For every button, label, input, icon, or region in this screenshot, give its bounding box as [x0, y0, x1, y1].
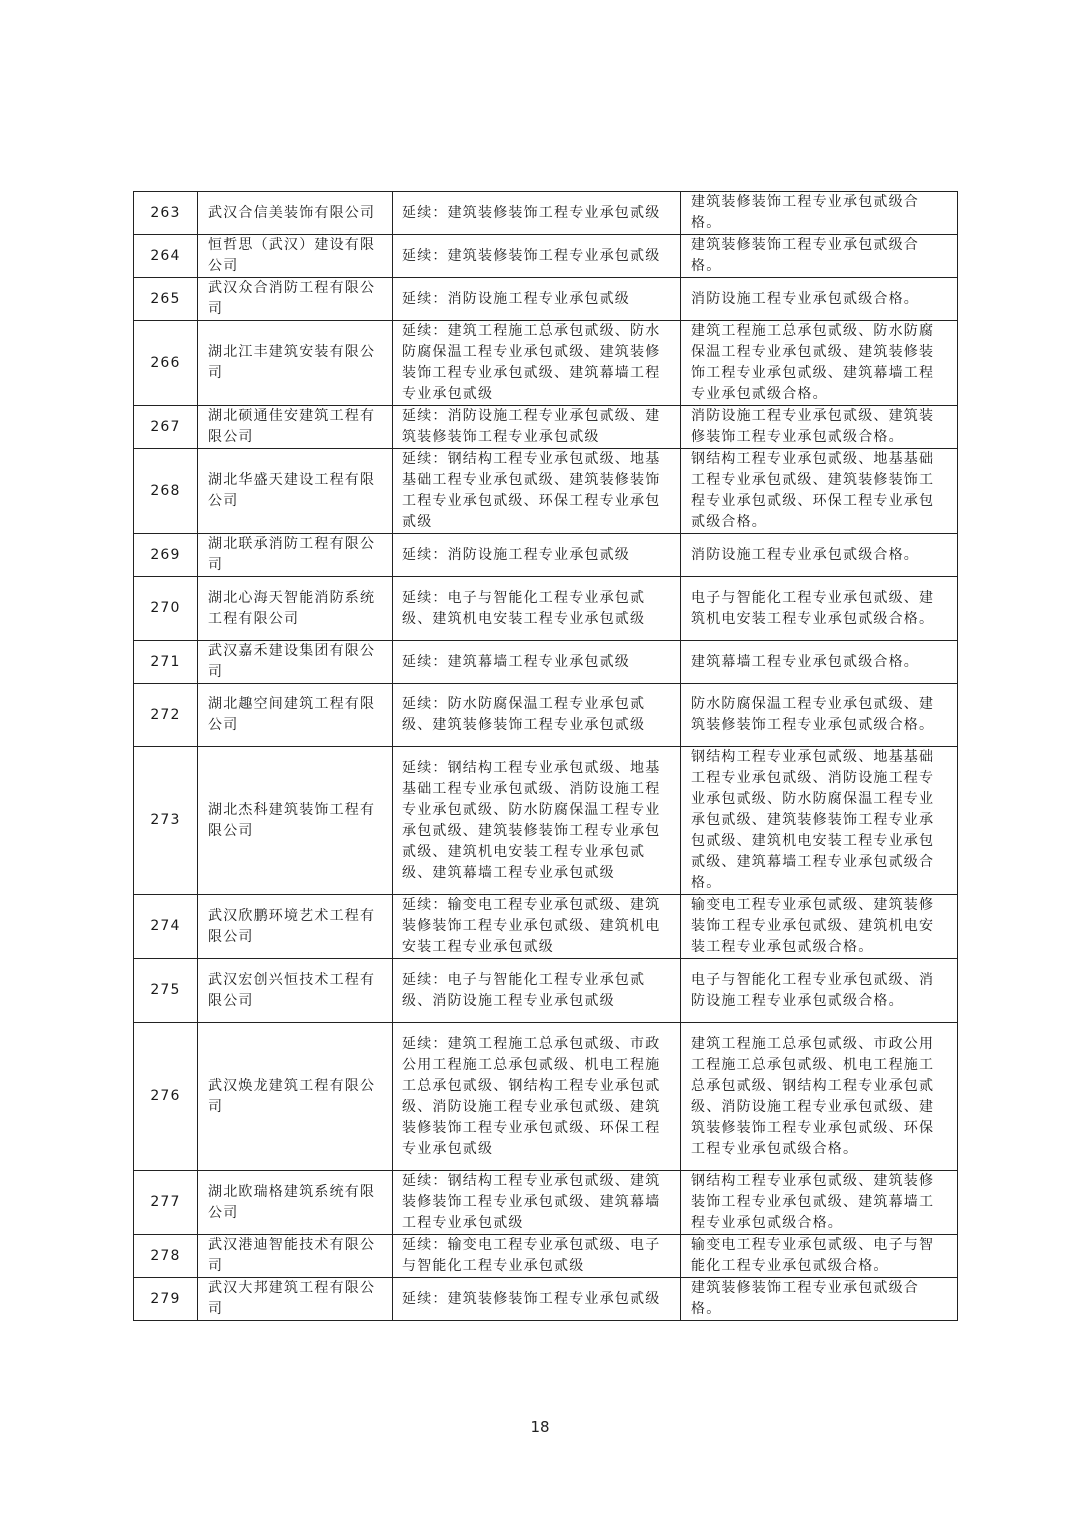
row-number-cell — [134, 321, 198, 406]
company-name-cell — [198, 278, 393, 321]
table-row — [134, 1023, 958, 1171]
review-result: 建筑装修装饰工程专业承包贰级合格。 — [691, 237, 919, 274]
review-result: 建筑工程施工总承包贰级、市政公用工程施工总承包贰级、机电工程施工总承包贰级、钢结构工程专业承包贰级、消防设施工程专业承包贰级、建筑装修装饰工程专业承包贰级、环保工程专业承包贰级合格。 — [691, 1035, 935, 1157]
review-result: 输变电工程专业承包贰级、建筑装修装饰工程专业承包贰级、建筑机电安装工程专业承包贰级合格。 — [691, 897, 935, 955]
row-number: 263 — [150, 204, 181, 221]
review-result: 建筑装修装饰工程专业承包贰级合格。 — [691, 194, 919, 231]
row-number-cell — [134, 577, 198, 641]
row-number: 272 — [150, 706, 181, 723]
application-scope-cell — [393, 1278, 681, 1321]
row-number-cell — [134, 534, 198, 577]
application-scope-cell — [393, 235, 681, 278]
company-name: 湖北江丰建筑安装有限公司 — [208, 344, 376, 381]
application-scope-cell — [393, 959, 681, 1023]
row-number-cell — [134, 1171, 198, 1235]
page-number: 18 — [530, 1418, 550, 1436]
company-name: 恒哲思（武汉）建设有限公司 — [208, 237, 376, 274]
company-name-cell — [198, 959, 393, 1023]
company-name-cell — [198, 1171, 393, 1235]
row-number: 275 — [150, 982, 181, 998]
review-result-cell — [681, 641, 958, 684]
company-name: 湖北硕通佳安建筑工程有限公司 — [208, 408, 376, 445]
table-row — [134, 449, 958, 534]
review-result-cell — [681, 1235, 958, 1278]
application-scope-cell — [393, 1235, 681, 1278]
table-body — [134, 192, 958, 1321]
row-number: 270 — [150, 600, 181, 616]
review-result: 电子与智能化工程专业承包贰级、消防设施工程专业承包贰级合格。 — [691, 971, 935, 1009]
row-number: 273 — [150, 812, 181, 828]
company-name: 湖北趣空间建筑工程有限公司 — [208, 696, 376, 733]
application-scope-cell — [393, 684, 681, 747]
table-row — [134, 577, 958, 641]
row-number: 276 — [150, 1088, 181, 1104]
qualification-table — [133, 191, 958, 1321]
application-scope: 延续：电子与智能化工程专业承包贰级、建筑机电安装工程专业承包贰级 — [402, 589, 646, 627]
company-name-cell — [198, 534, 393, 577]
row-number-cell — [134, 1278, 198, 1321]
company-name-cell — [198, 1278, 393, 1321]
row-number: 267 — [150, 418, 181, 435]
company-name: 武汉众合消防工程有限公司 — [208, 280, 376, 317]
review-result-cell — [681, 278, 958, 321]
company-name: 湖北杰科建筑装饰工程有限公司 — [208, 801, 376, 839]
review-result-cell — [681, 449, 958, 534]
row-number-cell — [134, 641, 198, 684]
review-result-cell — [681, 1171, 958, 1235]
company-name: 武汉宏创兴恒技术工程有限公司 — [208, 971, 376, 1009]
row-number-cell — [134, 895, 198, 959]
row-number-cell — [134, 449, 198, 534]
table-row — [134, 192, 958, 235]
table-row — [134, 278, 958, 321]
review-result: 输变电工程专业承包贰级、电子与智能化工程专业承包贰级合格。 — [691, 1237, 935, 1274]
company-name: 湖北心海天智能消防系统工程有限公司 — [208, 589, 376, 627]
application-scope-cell — [393, 1171, 681, 1235]
row-number: 268 — [150, 482, 181, 499]
company-name-cell — [198, 235, 393, 278]
review-result: 建筑幕墙工程专业承包贰级合格。 — [691, 653, 919, 670]
application-scope-cell — [393, 895, 681, 959]
application-scope-cell — [393, 192, 681, 235]
company-name: 湖北联承消防工程有限公司 — [208, 536, 376, 573]
row-number-cell — [134, 192, 198, 235]
company-name: 武汉焕龙建筑工程有限公司 — [208, 1077, 376, 1115]
company-name-cell — [198, 577, 393, 641]
row-number-cell — [134, 406, 198, 449]
review-result: 消防设施工程专业承包贰级、建筑装修装饰工程专业承包贰级合格。 — [691, 408, 935, 445]
table-row — [134, 534, 958, 577]
table-row — [134, 1171, 958, 1235]
company-name-cell — [198, 684, 393, 747]
review-result-cell — [681, 1278, 958, 1321]
company-name-cell — [198, 406, 393, 449]
row-number: 274 — [150, 918, 181, 934]
application-scope: 延续：钢结构工程专业承包贰级、地基基础工程专业承包贰级、消防设施工程专业承包贰级、防水防腐保温工程专业承包贰级、建筑装修装饰工程专业承包贰级、建筑机电安装工程专业承包贰级、建筑幕墙工程专业承包贰级 — [402, 759, 661, 881]
company-name: 武汉大邦建筑工程有限公司 — [208, 1280, 376, 1317]
review-result: 电子与智能化工程专业承包贰级、建筑机电安装工程专业承包贰级合格。 — [691, 589, 935, 627]
company-name-cell — [198, 192, 393, 235]
application-scope: 延续：建筑工程施工总承包贰级、防水防腐保温工程专业承包贰级、建筑装修装饰工程专业承包贰级、建筑幕墙工程专业承包贰级 — [402, 323, 661, 402]
row-number-cell — [134, 235, 198, 278]
company-name: 湖北华盛天建设工程有限公司 — [208, 472, 376, 509]
company-name-cell — [198, 1235, 393, 1278]
application-scope: 延续：输变电工程专业承包贰级、电子与智能化工程专业承包贰级 — [402, 1237, 661, 1274]
row-number-cell — [134, 1235, 198, 1278]
review-result-cell — [681, 1023, 958, 1171]
review-result-cell — [681, 895, 958, 959]
application-scope-cell — [393, 449, 681, 534]
review-result-cell — [681, 577, 958, 641]
application-scope-cell — [393, 641, 681, 684]
application-scope: 延续：消防设施工程专业承包贰级 — [402, 290, 630, 307]
application-scope: 延续：防水防腐保温工程专业承包贰级、建筑装修装饰工程专业承包贰级 — [402, 696, 646, 733]
review-result: 钢结构工程专业承包贰级、地基基础工程专业承包贰级、建筑装修装饰工程专业承包贰级、环保工程专业承包贰级合格。 — [691, 451, 935, 530]
company-name-cell — [198, 321, 393, 406]
table-row — [134, 684, 958, 747]
row-number: 265 — [150, 290, 181, 307]
application-scope-cell — [393, 577, 681, 641]
review-result-cell — [681, 534, 958, 577]
row-number: 269 — [150, 546, 181, 563]
company-name: 湖北欧瑞格建筑系统有限公司 — [208, 1183, 376, 1221]
application-scope: 延续：钢结构工程专业承包贰级、建筑装修装饰工程专业承包贰级、建筑幕墙工程专业承包贰级 — [402, 1173, 661, 1231]
application-scope: 延续：建筑装修装饰工程专业承包贰级 — [402, 247, 661, 264]
company-name-cell — [198, 641, 393, 684]
review-result-cell — [681, 321, 958, 406]
application-scope-cell — [393, 1023, 681, 1171]
row-number: 271 — [150, 653, 181, 670]
application-scope: 延续：建筑装修装饰工程专业承包贰级 — [402, 1290, 661, 1307]
row-number: 278 — [150, 1247, 181, 1264]
table-row — [134, 641, 958, 684]
row-number-cell — [134, 747, 198, 895]
company-name-cell — [198, 895, 393, 959]
company-name-cell — [198, 449, 393, 534]
review-result-cell — [681, 747, 958, 895]
row-number-cell — [134, 959, 198, 1023]
application-scope-cell — [393, 278, 681, 321]
application-scope: 延续：建筑幕墙工程专业承包贰级 — [402, 653, 630, 670]
table-row — [134, 959, 958, 1023]
application-scope-cell — [393, 534, 681, 577]
application-scope: 延续：输变电工程专业承包贰级、建筑装修装饰工程专业承包贰级、建筑机电安装工程专业承包贰级 — [402, 897, 661, 955]
application-scope-cell — [393, 321, 681, 406]
application-scope-cell — [393, 406, 681, 449]
row-number: 264 — [150, 247, 181, 264]
row-number: 279 — [150, 1290, 181, 1307]
company-name: 武汉欣鹏环境艺术工程有限公司 — [208, 907, 376, 945]
review-result-cell — [681, 959, 958, 1023]
company-name: 武汉港迪智能技术有限公司 — [208, 1237, 376, 1274]
review-result: 钢结构工程专业承包贰级、地基基础工程专业承包贰级、消防设施工程专业承包贰级、防水防腐保温工程专业承包贰级、建筑装修装饰工程专业承包贰级、建筑机电安装工程专业承包贰级、建筑幕墙工程专业承包贰级合格。 — [691, 749, 935, 891]
row-number-cell — [134, 1023, 198, 1171]
review-result-cell — [681, 406, 958, 449]
review-result-cell — [681, 235, 958, 278]
review-result: 建筑工程施工总承包贰级、防水防腐保温工程专业承包贰级、建筑装修装饰工程专业承包贰级、建筑幕墙工程专业承包贰级合格。 — [691, 323, 935, 402]
application-scope: 延续：建筑装修装饰工程专业承包贰级 — [402, 204, 661, 221]
application-scope-cell — [393, 747, 681, 895]
row-number-cell — [134, 278, 198, 321]
review-result: 防水防腐保温工程专业承包贰级、建筑装修装饰工程专业承包贰级合格。 — [691, 696, 935, 733]
table-row — [134, 235, 958, 278]
company-name-cell — [198, 1023, 393, 1171]
table-row — [134, 1235, 958, 1278]
company-name: 武汉合信美装饰有限公司 — [208, 204, 376, 221]
table-row — [134, 747, 958, 895]
review-result: 消防设施工程专业承包贰级合格。 — [691, 290, 919, 307]
table-row — [134, 1278, 958, 1321]
row-number-cell — [134, 684, 198, 747]
table-row — [134, 895, 958, 959]
table-row — [134, 321, 958, 406]
row-number: 266 — [150, 354, 181, 371]
row-number: 277 — [150, 1194, 181, 1210]
application-scope: 延续：建筑工程施工总承包贰级、市政公用工程施工总承包贰级、机电工程施工总承包贰级、钢结构工程专业承包贰级、消防设施工程专业承包贰级、建筑装修装饰工程专业承包贰级、环保工程专业承包贰级 — [402, 1035, 661, 1157]
application-scope: 延续：消防设施工程专业承包贰级 — [402, 546, 630, 563]
company-name: 武汉嘉禾建设集团有限公司 — [208, 643, 376, 680]
application-scope: 延续：钢结构工程专业承包贰级、地基基础工程专业承包贰级、建筑装修装饰工程专业承包贰级、环保工程专业承包贰级 — [402, 451, 661, 530]
review-result-cell — [681, 192, 958, 235]
company-name-cell — [198, 747, 393, 895]
review-result: 建筑装修装饰工程专业承包贰级合格。 — [691, 1280, 919, 1317]
application-scope: 延续：电子与智能化工程专业承包贰级、消防设施工程专业承包贰级 — [402, 971, 646, 1009]
review-result-cell — [681, 684, 958, 747]
application-scope: 延续：消防设施工程专业承包贰级、建筑装修装饰工程专业承包贰级 — [402, 408, 661, 445]
review-result: 消防设施工程专业承包贰级合格。 — [691, 546, 919, 563]
table-row — [134, 406, 958, 449]
review-result: 钢结构工程专业承包贰级、建筑装修装饰工程专业承包贰级、建筑幕墙工程专业承包贰级合格。 — [691, 1173, 935, 1231]
